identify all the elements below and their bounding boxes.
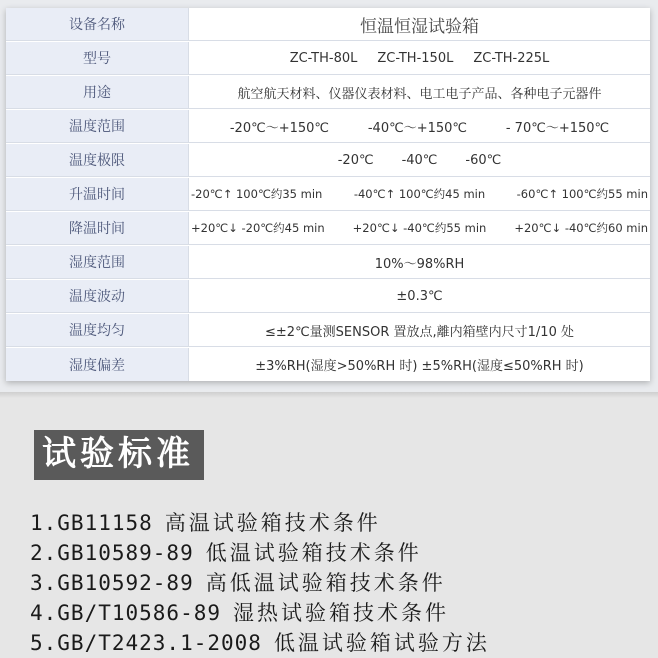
row-value-cell [189,246,650,278]
cell-value: ZC-TH-225L [473,50,550,66]
list-item [30,508,650,538]
cell-value: -60℃ [465,152,502,168]
cell-value: - 70℃～+150℃ [505,120,610,136]
row-label: 温度均匀 [6,314,189,346]
standard-code: 1.GB11158 [30,511,153,535]
row-value-cell [189,212,650,244]
row-label: 湿度偏差 [6,348,189,381]
standard-name: 低温试验箱试验方法 [273,631,490,655]
cell-value: ZC-TH-150L [377,50,454,66]
row-label: 型号 [6,42,189,74]
table-row [6,314,650,347]
table-row [6,280,650,313]
row-value-cell [189,144,650,176]
cell-value: -20℃↑ 100℃约35 min [191,187,323,201]
list-item [30,568,650,598]
table-row [6,8,650,41]
row-value-cell [189,280,650,312]
table-row [6,178,650,211]
cell-value: ±0.3℃ [396,288,443,304]
cell-value: ≤±2℃量测SENSOR 置放点,離内箱壁内尺寸1/10 处 [265,324,574,340]
standard-name: 高低温试验箱技术条件 [205,571,446,595]
row-value-cell [189,76,650,108]
cell-value: -20℃ [337,152,374,168]
cell-value: 10%～98%RH [374,256,465,272]
row-value-cell [189,8,650,40]
row-value-cell [189,110,650,142]
table-row [6,348,650,381]
row-label: 温度极限 [6,144,189,176]
spec-table [6,8,650,381]
standard-name: 高温试验箱技术条件 [164,511,381,535]
row-label: 降温时间 [6,212,189,244]
standard-code: 2.GB10589-89 [30,541,194,565]
row-label: 温度波动 [6,280,189,312]
row-value-cell [189,314,650,346]
standard-code: 5.GB/T2423.1-2008 [30,631,262,655]
section-divider [0,392,658,398]
standards-list [30,508,650,658]
row-label: 温度范围 [6,110,189,142]
standards-title: 试验标准 [34,430,204,480]
table-row [6,246,650,279]
row-label: 湿度范围 [6,246,189,278]
row-label: 设备名称 [6,8,189,40]
table-row [6,76,650,109]
row-value-cell [189,348,650,381]
cell-value: ZC-TH-80L [289,50,358,66]
list-item [30,628,650,658]
row-label: 用途 [6,76,189,108]
row-value-cell [189,178,650,210]
list-item [30,538,650,568]
table-row [6,42,650,75]
cell-value: +20℃↓ -40℃约55 min [352,221,487,235]
row-value-cell [189,42,650,74]
cell-value: +20℃↓ -40℃约60 min [514,221,648,235]
cell-value: -40℃～+150℃ [367,120,467,136]
cell-value: -40℃↑ 100℃约45 min [353,187,486,201]
cell-value: +20℃↓ -20℃约45 min [191,221,325,235]
cell-value: 恒温恒湿试验箱 [360,16,479,37]
table-row [6,212,650,245]
row-label: 升温时间 [6,178,189,210]
cell-value: -60℃↑ 100℃约55 min [516,187,648,201]
standard-code: 4.GB/T10586-89 [30,601,222,625]
standard-name: 湿热试验箱技术条件 [233,601,450,625]
cell-value: -40℃ [401,152,438,168]
standard-name: 低温试验箱技术条件 [205,541,422,565]
standard-code: 3.GB10592-89 [30,571,194,595]
table-row [6,144,650,177]
cell-value: -20℃～+150℃ [229,120,329,136]
cell-value: ±3%RH(湿度>50%RH 时) ±5%RH(湿度≤50%RH 时) [255,359,584,374]
list-item [30,598,650,628]
cell-value: 航空航天材料、仪器仪表材料、电工电子产品、各种电子元器件 [237,86,602,102]
table-row [6,110,650,143]
